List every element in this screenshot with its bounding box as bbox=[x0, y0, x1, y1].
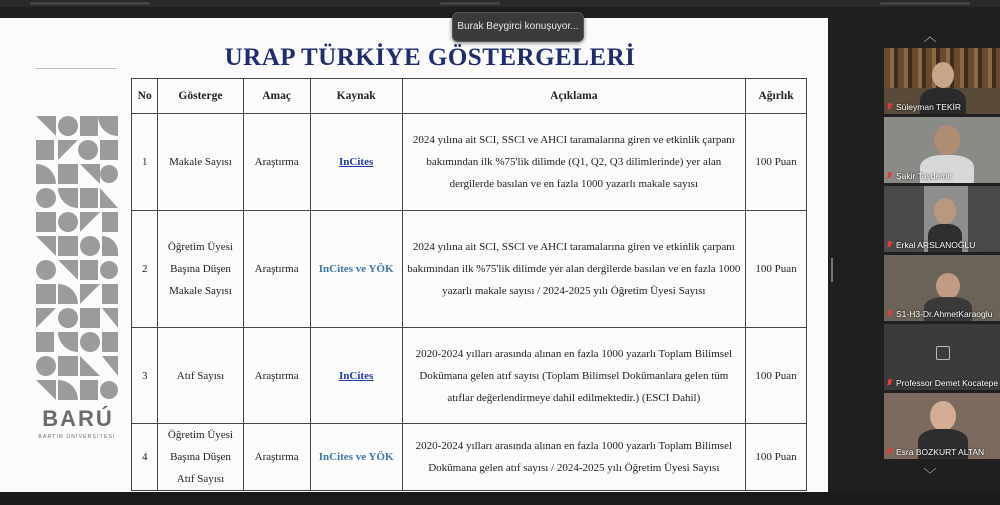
scroll-down-chevron-icon[interactable]: ﹀ bbox=[923, 467, 937, 482]
cell-no: 1 bbox=[132, 114, 158, 211]
table-row bbox=[132, 328, 807, 424]
cell-kaynak bbox=[310, 211, 402, 328]
participant-name: Şakir Taşdemir bbox=[896, 171, 953, 181]
cell-no: 2 bbox=[132, 211, 158, 328]
header-gosterge: Gösterge bbox=[158, 79, 243, 114]
university-logo-pattern-icon bbox=[36, 116, 118, 408]
mic-muted-icon bbox=[886, 172, 893, 180]
cell-gosterge: Makale Sayısı bbox=[158, 114, 243, 211]
mic-muted-icon bbox=[886, 379, 893, 387]
avatar bbox=[934, 198, 956, 224]
participant-name: Erkal ARSLANOĞLU bbox=[896, 240, 976, 250]
cell-gosterge: Atıf Sayısı bbox=[158, 328, 243, 424]
cell-agirlik: 100 Puan bbox=[746, 424, 807, 491]
participant-tile[interactable] bbox=[884, 393, 1000, 459]
kaynak-link[interactable]: InCites bbox=[339, 156, 374, 168]
avatar bbox=[934, 125, 960, 155]
participant-name: S1-H3-Dr.AhmetKaraoglu bbox=[896, 309, 993, 319]
table-header-row bbox=[132, 79, 807, 114]
scroll-up-chevron-icon[interactable]: ︿ bbox=[923, 29, 937, 44]
table-row bbox=[132, 114, 807, 211]
cell-kaynak bbox=[310, 328, 402, 424]
university-brand: BARÚ bbox=[42, 406, 114, 431]
university-brand-subtitle: BARTIN ÜNİVERSİTESİ bbox=[38, 434, 116, 440]
camera-off-placeholder-icon bbox=[936, 346, 950, 360]
kaynak-link[interactable]: InCites bbox=[339, 369, 374, 382]
avatar bbox=[936, 273, 960, 299]
shared-screen-slide bbox=[0, 18, 828, 492]
toolbar-segment bbox=[880, 2, 970, 5]
cell-kaynak bbox=[310, 424, 402, 491]
header-agirlik: Ağırlık bbox=[746, 79, 807, 114]
avatar bbox=[930, 401, 956, 431]
cell-aciklama: 2020-2024 yılları arasında alınan en fazla 1000 yazarlı Toplam Bilimsel Dokümana gelen atıf sayısı / 2024-2025 yılı Öğretim Üyesi Sayısı bbox=[402, 424, 746, 491]
header-kaynak: Kaynak bbox=[310, 79, 402, 114]
urap-indicators-table bbox=[131, 78, 807, 491]
panel-resize-handle[interactable] bbox=[831, 258, 833, 282]
toolbar-segment bbox=[30, 2, 150, 5]
mic-muted-icon bbox=[886, 241, 893, 249]
logo-divider bbox=[36, 68, 116, 69]
cell-no: 4 bbox=[132, 424, 158, 491]
participant-name: Professor Demet Kocatepe bbox=[896, 378, 999, 388]
participant-tile[interactable] bbox=[884, 117, 1000, 183]
mic-muted-icon bbox=[886, 310, 893, 318]
kaynak-text: InCites ve YÖK bbox=[318, 263, 394, 275]
bottom-bar bbox=[0, 492, 1000, 505]
participant-tile[interactable] bbox=[884, 48, 1000, 114]
active-speaker-toast: Burak Beygirci konuşuyor... bbox=[452, 12, 584, 42]
top-toolbar bbox=[0, 0, 1000, 7]
cell-aciklama: 2024 yılına ait SCI, SSCI ve AHCI taramalarına giren ve etkinlik çarpanı bakımından ilk %75'lik dilimde yer alan dergilerde basılan ve en fazla 1000 yazarlı makale sayısı / 2024-2025 yılı Öğretim Üyesi Sayısı bbox=[402, 211, 746, 328]
participant-tile[interactable] bbox=[884, 324, 1000, 390]
participant-name: Esra BOZKURT ALTAN bbox=[896, 447, 985, 457]
table-row bbox=[132, 424, 807, 491]
cell-gosterge: Öğretim Üyesi Başına Düşen Atıf Sayısı bbox=[158, 424, 243, 491]
participant-tile[interactable] bbox=[884, 255, 1000, 321]
mic-muted-icon bbox=[886, 103, 893, 111]
participant-name: Süleyman TEKİR bbox=[896, 102, 962, 112]
table-row bbox=[132, 211, 807, 328]
cell-aciklama: 2024 yılına ait SCI, SSCI ve AHCI taramalarına giren ve etkinlik çarpanı bakımından ilk %75'lik dilimde (Q1, Q2, Q3 dilimlerinde) yer alan dergilerde basılan ve en fazla 1000 yazarlı makale sayısı bbox=[402, 114, 746, 211]
cell-agirlik: 100 Puan bbox=[746, 114, 807, 211]
cell-amac: Araştırma bbox=[243, 424, 310, 491]
cell-amac: Araştırma bbox=[243, 328, 310, 424]
cell-aciklama: 2020-2024 yılları arasında alınan en fazla 1000 yazarlı Toplam Bilimsel Dokümana gelen atıf sayısı (Toplam Bilimsel Dokümanlara gelen tüm atıflar değerlendirmeye dahil edilmektedir.) (ESCI Dahil) bbox=[402, 328, 746, 424]
slide-title: URAP TÜRKİYE GÖSTERGELERİ bbox=[224, 44, 636, 71]
cell-agirlik: 100 Puan bbox=[746, 211, 807, 328]
toolbar-segment bbox=[440, 2, 500, 5]
cell-amac: Araştırma bbox=[243, 211, 310, 328]
cell-agirlik: 100 Puan bbox=[746, 328, 807, 424]
header-no: No bbox=[132, 79, 158, 114]
cell-kaynak bbox=[310, 114, 402, 211]
participant-gallery bbox=[870, 28, 1000, 488]
header-aciklama: Açıklama bbox=[402, 79, 746, 114]
avatar bbox=[932, 62, 954, 88]
cell-no: 3 bbox=[132, 328, 158, 424]
cell-amac: Araştırma bbox=[243, 114, 310, 211]
participant-tile[interactable] bbox=[884, 186, 1000, 252]
header-amac: Amaç bbox=[243, 79, 310, 114]
mic-muted-icon bbox=[886, 448, 893, 456]
kaynak-text: InCites ve YÖK bbox=[318, 451, 394, 463]
cell-gosterge: Öğretim Üyesi Başına Düşen Makale Sayısı bbox=[158, 211, 243, 328]
